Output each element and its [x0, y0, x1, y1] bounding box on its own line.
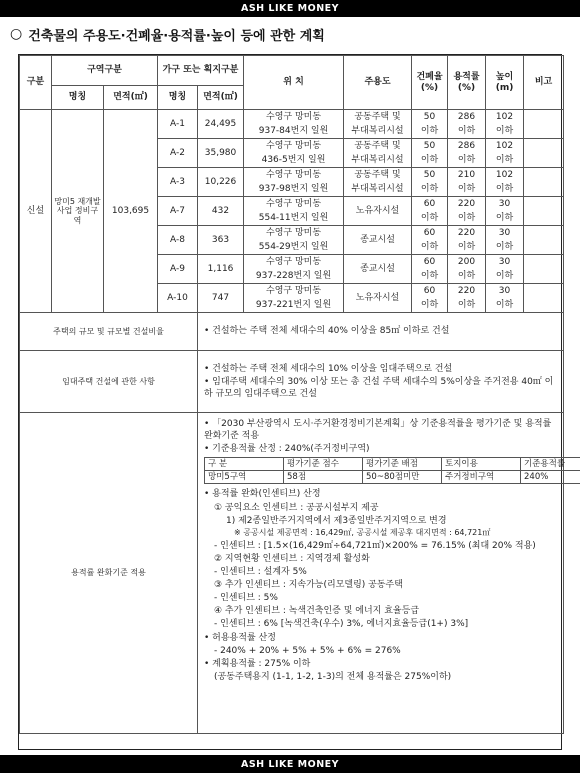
- note-cell: [524, 168, 564, 197]
- far-incentive-line: (공동주택용지 (1-1, 1-2, 1-3)의 전체 용적률은 275%이하): [214, 672, 452, 683]
- base-far-cell: 58점: [284, 471, 363, 484]
- far-value: 286: [457, 112, 476, 123]
- location-line: 수영구 망미동: [266, 112, 322, 123]
- use-line: 종교시설: [360, 234, 395, 245]
- height-qualifier: 이하: [495, 212, 514, 223]
- base-far-cell: 50~80점미만: [363, 471, 442, 484]
- rental-housing-row: [20, 351, 564, 413]
- location-line: 937-228번지 일원: [255, 270, 332, 281]
- bcr-value: 50: [423, 112, 436, 123]
- far-value: 210: [457, 170, 476, 181]
- housing-scale-text: • 건설하는 주택 전체 세대수의 40% 이상을 85㎡ 이하로 건설: [198, 313, 564, 351]
- section-title: 건축물의 주용도·건폐율·용적률·높이 등에 관한 계획: [28, 28, 325, 44]
- rental-housing-label: 임대주택 건설에 관한 사항: [20, 351, 198, 413]
- header-block-group: 가구 또는 획지구분: [158, 56, 244, 86]
- zone-area-cell: 103,695: [104, 110, 158, 313]
- base-far-head-cell: 구 분: [205, 458, 284, 471]
- height-qualifier: 이하: [495, 125, 514, 136]
- section-heading: [10, 22, 570, 46]
- far-incentive-line: - 인센티브 : [1.5×(16,429㎡÷64,721㎡)×200% = 76.15% (최대 20% 적용): [214, 540, 536, 551]
- far-incentive-line: ④ 추가 인센티브 : 녹색건축인증 및 에너지 효율등급: [214, 606, 420, 617]
- bcr-value: 60: [423, 228, 436, 239]
- far-incentive-line: 1) 제2종일반주거지역에서 제3종일반주거지역으로 변경: [226, 515, 447, 526]
- bcr-qualifier: 이하: [420, 125, 439, 136]
- height-qualifier: 이하: [495, 183, 514, 194]
- height-value: 30: [498, 199, 511, 210]
- base-far-cell: 망미5구역: [205, 471, 284, 484]
- bcr-qualifier: 이하: [420, 270, 439, 281]
- rental-housing-text: • 임대주택 세대수의 30% 이상 또는 총 건설 주택 세대수의 5%이상을 주거전용 40㎡ 이하 규모의 임대주택으로 건설: [204, 376, 554, 400]
- top-banner-text: ASH LIKE MONEY: [240, 3, 340, 14]
- bottom-banner-text: ASH LIKE MONEY: [240, 758, 340, 770]
- far-relaxation-label: 용적률 완화기준 적용: [20, 413, 198, 734]
- use-line: 종교시설: [360, 263, 395, 274]
- bcr-qualifier: 이하: [420, 241, 439, 252]
- block-name: A-2: [158, 139, 198, 168]
- note-cell: [524, 255, 564, 284]
- height-value: 102: [495, 112, 514, 123]
- height-value: 30: [498, 228, 511, 239]
- header-far: 용적률 (%): [448, 56, 486, 110]
- far-incentive-line: • 용적률 완화(인센티브) 산정: [204, 489, 321, 500]
- far-qualifier: 이하: [457, 299, 476, 310]
- housing-scale-row: [20, 313, 564, 351]
- use-line: 노유자시설: [355, 205, 400, 216]
- use-line: 부대복리시설: [351, 183, 404, 194]
- block-name: A-3: [158, 168, 198, 197]
- bcr-value: 60: [423, 257, 436, 268]
- plan-table-container: [18, 54, 566, 750]
- housing-scale-label: 주택의 규모 및 규모별 건설비율: [20, 313, 198, 351]
- block-name: A-7: [158, 197, 198, 226]
- far-value: 200: [457, 257, 476, 268]
- far-qualifier: 이하: [457, 241, 476, 252]
- rental-housing-text: • 건설하는 주택 전체 세대수의 10% 이상을 임대주택으로 건설: [204, 363, 453, 374]
- table-header-row: [20, 56, 564, 86]
- header-block-area: 면적(㎡): [198, 86, 244, 110]
- header-block-name: 명칭: [158, 86, 198, 110]
- zone-name-cell: 망미5 재개발 사업 정비구역: [52, 110, 104, 313]
- bcr-qualifier: 이하: [420, 154, 439, 165]
- bcr-value: 60: [423, 199, 436, 210]
- location-line: 수영구 망미동: [266, 257, 322, 268]
- base-far-header: [205, 458, 580, 471]
- base-far-table: [204, 457, 580, 484]
- far-relaxation-row: [20, 413, 564, 734]
- height-qualifier: 이하: [495, 299, 514, 310]
- far-qualifier: 이하: [457, 270, 476, 281]
- far-incentive-line: - 240% + 20% + 5% + 5% + 6% = 276%: [214, 645, 401, 656]
- note-cell: [524, 139, 564, 168]
- base-far-cell: 주거정비구역: [442, 471, 521, 484]
- note-cell: [524, 226, 564, 255]
- base-far-head-cell: 평가기준 배점: [363, 458, 442, 471]
- location-line: 937-84번지 일원: [258, 125, 329, 136]
- use-line: 노유자시설: [355, 292, 400, 303]
- location-line: 수영구 망미동: [266, 170, 322, 181]
- bcr-qualifier: 이하: [420, 299, 439, 310]
- location-line: 937-221번지 일원: [255, 299, 332, 310]
- location-line: 554-29번지 일원: [258, 241, 329, 252]
- header-height: 높이 (m): [486, 56, 524, 110]
- location-line: 수영구 망미동: [266, 141, 322, 152]
- header-zone-name: 명칭: [52, 86, 104, 110]
- bcr-value: 50: [423, 170, 436, 181]
- use-line: 부대복리시설: [351, 125, 404, 136]
- height-value: 30: [498, 286, 511, 297]
- far-qualifier: 이하: [457, 183, 476, 194]
- top-banner: [0, 0, 580, 17]
- note-cell: [524, 197, 564, 226]
- block-name: A-1: [158, 110, 198, 139]
- block-area: 35,980: [198, 139, 244, 168]
- block-area: 432: [198, 197, 244, 226]
- base-far-row: [205, 471, 580, 484]
- far-incentive-list: [204, 488, 557, 683]
- far-incentive-line: ② 지역현황 인센티브 : 지역경제 활성화: [214, 553, 370, 564]
- height-value: 30: [498, 257, 511, 268]
- height-qualifier: 이하: [495, 241, 514, 252]
- location-line: 937-98번지 일원: [258, 183, 329, 194]
- far-incentive-line: - 인센티브 : 설계자 5%: [214, 566, 307, 577]
- bcr-value: 50: [423, 141, 436, 152]
- far-incentive-line: ※ 공공시설 제공면적 : 16,429㎡, 공공시설 제공후 대지면적 : 64,721㎡: [234, 527, 491, 537]
- header-bcr: 건폐율 (%): [412, 56, 448, 110]
- block-area: 747: [198, 284, 244, 313]
- location-line: 수영구 망미동: [266, 286, 322, 297]
- bottom-banner: [0, 755, 580, 773]
- far-incentive-line: ① 공익요소 인센티브 : 공공시설부지 제공: [214, 502, 379, 513]
- block-area: 10,226: [198, 168, 244, 197]
- circle-bullet-icon: ○: [10, 26, 23, 42]
- note-cell: [524, 284, 564, 313]
- far-text-line: • 기준용적률 산정 : 240%(주거정비구역): [204, 444, 370, 455]
- far-value: 220: [457, 286, 476, 297]
- header-use: 주용도: [344, 56, 412, 110]
- base-far-head-cell: 기준용적률: [521, 458, 580, 471]
- header-note: 비고: [524, 56, 564, 110]
- block-area: 1,116: [198, 255, 244, 284]
- header-zone-group: 구역구분: [52, 56, 158, 86]
- location-line: 수영구 망미동: [266, 228, 322, 239]
- header-location: 위 치: [244, 56, 344, 110]
- far-qualifier: 이하: [457, 212, 476, 223]
- block-area: 363: [198, 226, 244, 255]
- use-line: 공동주택 및: [354, 170, 401, 181]
- block-name: A-10: [158, 284, 198, 313]
- far-incentive-line: - 인센티브 : 5%: [214, 593, 278, 604]
- far-relaxation-content: [198, 413, 564, 734]
- far-incentive-line: - 인센티브 : 6% [녹색건축(우수) 3%, 에너지효율등급(1+) 3%]: [214, 619, 469, 630]
- location-line: 436-5번지 일원: [261, 154, 326, 165]
- base-far-cell: 240%: [521, 471, 580, 484]
- far-text-line: • 「2030 부산광역시 도시·주거환경정비기본계획」상 기준용적률을 평가기준 및 용적률 완화기준 적용: [204, 419, 552, 442]
- header-zone-area: 면적(㎡): [104, 86, 158, 110]
- use-line: 공동주택 및: [354, 112, 401, 123]
- height-qualifier: 이하: [495, 154, 514, 165]
- bcr-value: 60: [423, 286, 436, 297]
- far-qualifier: 이하: [457, 125, 476, 136]
- height-value: 102: [495, 141, 514, 152]
- location-line: 수영구 망미동: [266, 199, 322, 210]
- far-value: 220: [457, 199, 476, 210]
- note-cell: [524, 110, 564, 139]
- use-line: 부대복리시설: [351, 154, 404, 165]
- height-value: 102: [495, 170, 514, 181]
- base-far-head-cell: 토지이용: [442, 458, 521, 471]
- category-cell: 신설: [20, 110, 52, 313]
- bcr-qualifier: 이하: [420, 183, 439, 194]
- block-name: A-9: [158, 255, 198, 284]
- location-line: 554-11번지 일원: [258, 212, 329, 223]
- height-qualifier: 이하: [495, 270, 514, 281]
- far-qualifier: 이하: [457, 154, 476, 165]
- block-area: 24,495: [198, 110, 244, 139]
- header-gubun: 구분: [20, 56, 52, 110]
- base-far-head-cell: 평가기준 점수: [284, 458, 363, 471]
- far-incentive-line: • 계획용적률 : 275% 이하: [204, 658, 311, 669]
- bcr-qualifier: 이하: [420, 212, 439, 223]
- table-row: [20, 110, 564, 139]
- use-line: 공동주택 및: [354, 141, 401, 152]
- block-name: A-8: [158, 226, 198, 255]
- plan-table: [19, 55, 564, 734]
- far-value: 286: [457, 141, 476, 152]
- far-value: 220: [457, 228, 476, 239]
- far-incentive-line: ③ 추가 인센티브 : 지속가능(리모델링) 공동주택: [214, 580, 403, 591]
- far-incentive-line: • 허용용적률 산정: [204, 632, 276, 643]
